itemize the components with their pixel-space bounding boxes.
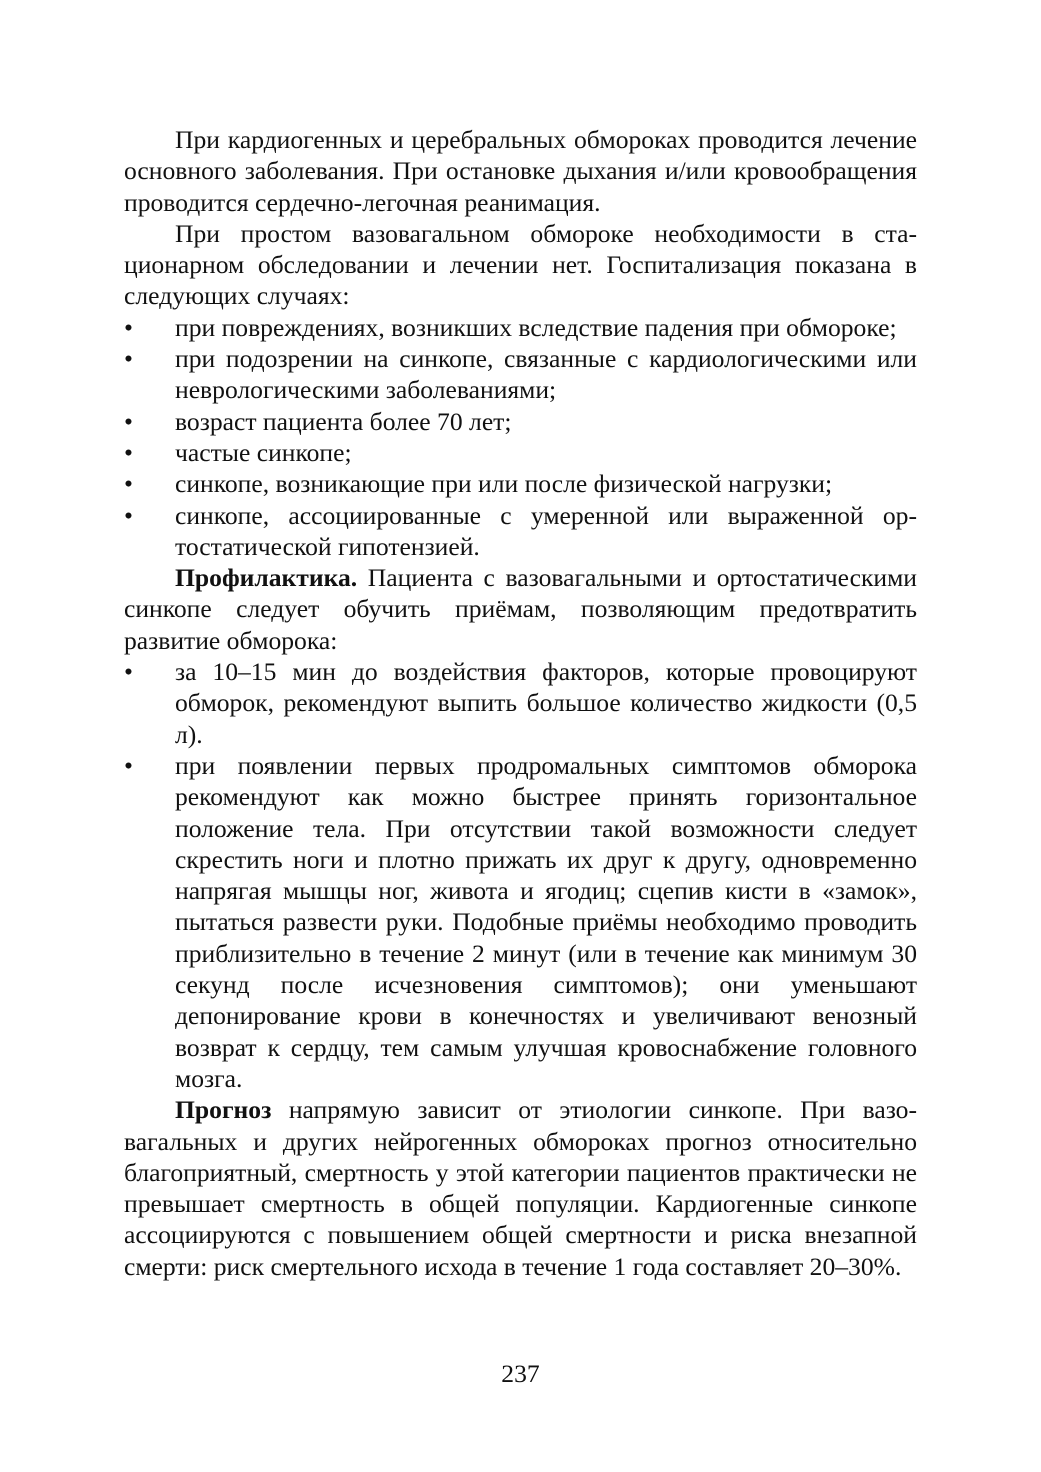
- list-item-text: за 10–15 мин до воздействия факторов, которые провоцируют обморок, рекомендуют выпить большое количество жидкости (0,5 л).: [175, 657, 917, 749]
- bullet-icon: •: [124, 500, 133, 530]
- list-item-text: при подозрении на синкопе, связанные с кардиологическими или неврологическими заболеваниями;: [175, 344, 917, 405]
- list-item-text: частые синкопе;: [175, 437, 352, 467]
- bullet-icon: •: [124, 344, 133, 374]
- prognosis-heading: Прогноз: [175, 1095, 272, 1125]
- list-item: [124, 500, 917, 563]
- prognosis-text: напрямую зависит от этиологии синкопе. При вазовагальных и других нейрогенных обмороках прогноз относительно благоприятный, смертность у этой категории пациентов практически не превышает смертность в общей популяции. Кардиогенные синкопе ассоциируются с повышением общей смертности и риска внезапной смерти: риск смертельного исхода в течение 1 года составляет 20–30%.: [124, 1095, 917, 1281]
- list-item-text: при появлении первых продромальных симптомов обморока рекомендуют как можно быстрее принять горизонтальное положение тела. При отсутствии такой возможности следует скрестить ноги и плотно прижать их друг к другу, одновременно напрягая мышцы ног, живота и ягодиц; сцепив кисти в «замок», пытаться развести руки. Подобные приёмы необходимо проводить приблизительно в течение 2 минут (или в течение как минимум 30 секунд после исчезновения симптомов); они уменьшают депонирование крови в конечностях и увеличивают венозный возврат к сердцу, тем самым улучшая кровоснабжение головного мозга.: [175, 750, 917, 1093]
- list-item: [124, 468, 917, 499]
- hospitalization-list: [124, 312, 917, 562]
- list-item-text: при повреждениях, возникших вследствие падения при обмороке;: [175, 312, 897, 342]
- list-item: [124, 343, 917, 406]
- page-body: [124, 124, 917, 1282]
- bullet-icon: •: [124, 312, 133, 342]
- list-item: [124, 750, 917, 1094]
- paragraph-prognosis: [124, 1094, 917, 1282]
- paragraph-prevention: [124, 562, 917, 656]
- bullet-icon: •: [124, 657, 133, 687]
- list-item: [124, 437, 917, 468]
- bullet-icon: •: [124, 406, 133, 436]
- bullet-icon: •: [124, 469, 133, 499]
- list-item-text: синкопе, возникающие при или после физической нагрузки;: [175, 469, 833, 499]
- page-number: 237: [501, 1359, 540, 1388]
- paragraph-hospitalization-intro: При простом вазовагальном обмороке необходимости в стационарном обследовании и лечении нет. Госпитализация показана в следующих случаях:: [124, 218, 917, 311]
- list-item-text: синкопе, ассоциированные с умеренной или выраженной ортостатической гипотензией.: [175, 500, 917, 561]
- bullet-icon: •: [124, 750, 133, 780]
- prevention-list: [124, 656, 917, 1094]
- bullet-icon: •: [124, 437, 133, 467]
- list-item: [124, 312, 917, 343]
- paragraph-cardiogenic-treatment: При кардиогенных и церебральных обмороках проводится лечение основного заболевания. При остановке дыхания и/или кровообращения проводится сердечно-легочная реанимация.: [124, 125, 917, 217]
- list-item-text: возраст пациента более 70 лет;: [175, 406, 512, 436]
- prevention-heading: Профилактика.: [175, 563, 358, 593]
- list-item: [124, 656, 917, 750]
- prevention-text: Пациента с вазовагальными и ортостатическими синкопе следует обучить приёмам, позволяющим предотвратить развитие обморока:: [124, 563, 917, 655]
- list-item: [124, 406, 917, 437]
